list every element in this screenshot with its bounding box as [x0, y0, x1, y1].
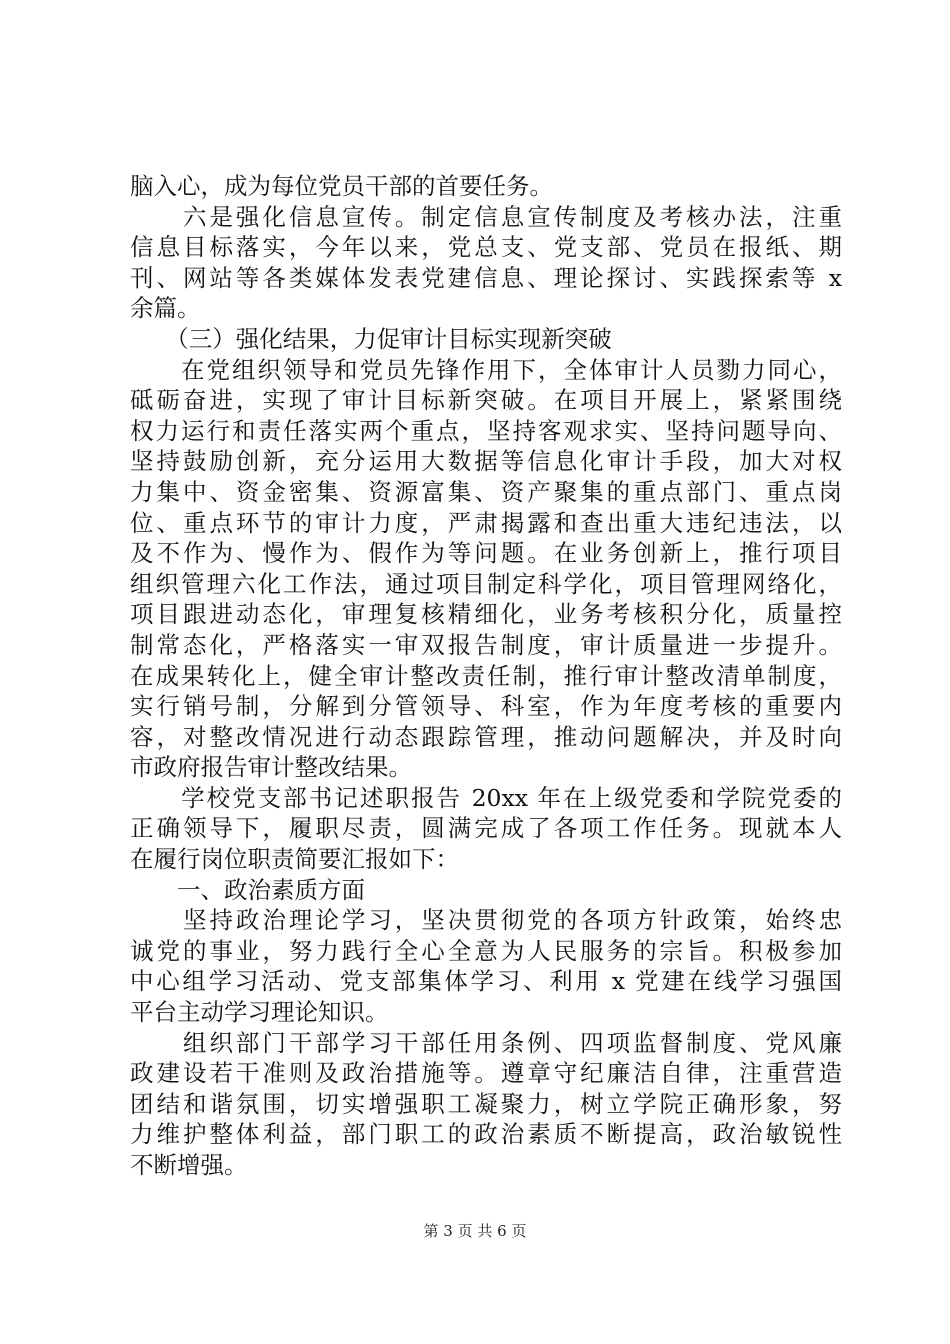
text-line: 力集中、资金密集、资源富集、资产聚集的重点部门、重点岗 — [130, 477, 842, 506]
text-line: 刊、网站等各类媒体发表党建信息、理论探讨、实践探索等 x — [130, 263, 842, 292]
text-line: 力维护整体利益，部门职工的政治素质不断提高，政治敏锐性 — [130, 1120, 842, 1149]
section-heading: （三）强化结果，力促审计目标实现新突破 — [130, 324, 612, 353]
text-line: 脑入心，成为每位党员干部的首要任务。 — [130, 172, 553, 200]
text-line: 市政府报告审计整改结果。 — [130, 753, 412, 782]
text-line: 信息目标落实，今年以来，党总支、党支部、党员在报纸、期 — [130, 233, 842, 262]
text-line: 组织管理六化工作法，通过项目制定科学化，项目管理网络化， — [130, 569, 842, 598]
text-line: 及不作为、慢作为、假作为等问题。在业务创新上，推行项目 — [130, 539, 842, 568]
text-line: 位、重点环节的审计力度，严肃揭露和查出重大违纪违法，以 — [130, 508, 842, 537]
text-line: 项目跟进动态化，审理复核精细化，业务考核积分化，质量控 — [130, 600, 842, 629]
text-line: 砥砺奋进，实现了审计目标新突破。在项目开展上，紧紧围绕 — [130, 386, 842, 415]
page-number-footer: 第 3 页 共 6 页 — [423, 1222, 527, 1240]
text-line: 权力运行和责任落实两个重点，坚持客观求实、坚持问题导向、 — [130, 416, 842, 445]
text-line: 在成果转化上，健全审计整改责任制，推行审计整改清单制度， — [130, 661, 842, 690]
text-line: 坚持鼓励创新，充分运用大数据等信息化审计手段，加大对权 — [130, 447, 842, 476]
text-line: 学校党支部书记述职报告 20xx 年在上级党委和学院党委的 — [130, 783, 842, 812]
text-line: 诚党的事业，努力践行全心全意为人民服务的宗旨。积极参加 — [130, 936, 842, 965]
text-line: 坚持政治理论学习，坚决贯彻党的各项方针政策，始终忠 — [130, 906, 842, 935]
text-line: 团结和谐氛围，切实增强职工凝聚力，树立学院正确形象，努 — [130, 1089, 842, 1118]
text-line: 中心组学习活动、党支部集体学习、利用 x 党建在线学习强国 — [130, 967, 842, 996]
text-line: 不断增强。 — [130, 1151, 248, 1179]
text-line: 平台主动学习理论知识。 — [130, 998, 389, 1027]
text-line: 实行销号制，分解到分管领导、科室，作为年度考核的重要内 — [130, 692, 842, 721]
text-line: 余篇。 — [130, 294, 201, 323]
text-line: 组织部门干部学习干部任用条例、四项监督制度、党风廉 — [130, 1028, 842, 1057]
section-heading: 一、政治素质方面 — [130, 875, 365, 904]
text-line: 容，对整改情况进行动态跟踪管理，推动问题解决，并及时向 — [130, 722, 842, 751]
text-line: 正确领导下，履职尽责，圆满完成了各项工作任务。现就本人 — [130, 814, 842, 843]
text-line: 在履行岗位职责简要汇报如下： — [130, 845, 459, 874]
text-line: 政建设若干准则及政治措施等。遵章守纪廉洁自律，注重营造 — [130, 1059, 842, 1088]
text-line: 六是强化信息宣传。制定信息宣传制度及考核办法，注重 — [130, 202, 842, 231]
text-line: 制常态化，严格落实一审双报告制度，审计质量进一步提升。 — [130, 630, 842, 659]
text-line: 在党组织领导和党员先锋作用下，全体审计人员勠力同心， — [130, 355, 842, 384]
document-body — [130, 171, 842, 1181]
